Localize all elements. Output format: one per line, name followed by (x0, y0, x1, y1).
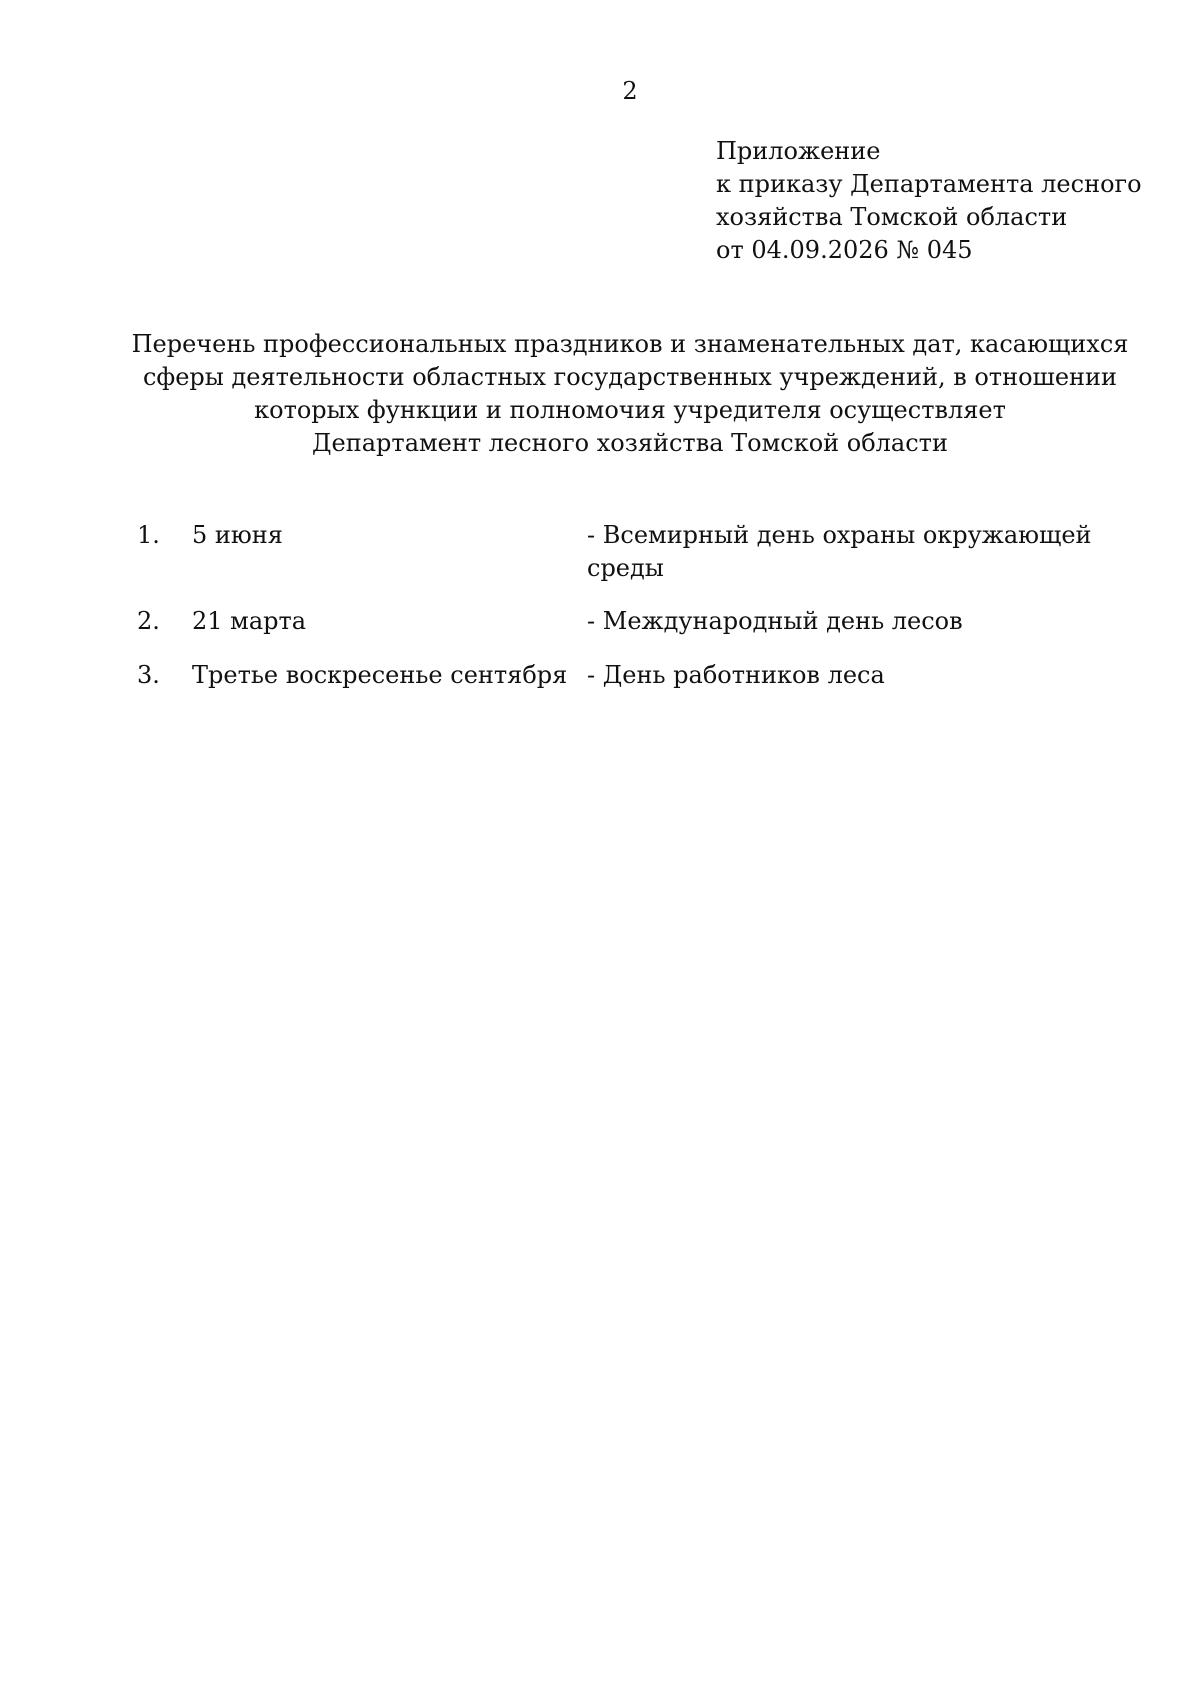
document-title (100, 328, 1160, 460)
appendix-line: Приложение (716, 137, 881, 165)
holiday-number: 3. (137, 661, 160, 689)
holiday-date: 5 июня (192, 521, 283, 549)
holiday-list (0, 519, 1200, 713)
title-line: Перечень профессиональных праздников и знаменательных дат, касающихся (131, 330, 1129, 358)
appendix-line: хозяйства Томской области (716, 203, 1068, 231)
holiday-description: - Всемирный день охраны окружающей среды (587, 521, 1092, 582)
appendix-order-date: от 04.09.2026 № 045 (716, 236, 973, 264)
appendix-header (716, 135, 1142, 267)
holiday-row (0, 605, 1200, 659)
holiday-number: 1. (137, 521, 160, 549)
holiday-row (0, 519, 1200, 605)
page-number: 2 (622, 77, 638, 105)
holiday-description: - День работников леса (587, 661, 885, 689)
holiday-date: 21 марта (192, 607, 307, 635)
holiday-description: - Международный день лесов (587, 607, 963, 635)
holiday-number: 2. (137, 607, 160, 635)
holiday-date: Третье воскресенье сентября (192, 661, 568, 689)
title-line: Департамент лесного хозяйства Томской области (312, 429, 948, 457)
title-line: которых функции и полномочия учредителя осуществляет (254, 396, 1006, 424)
title-line: сферы деятельности областных государственных учреждений, в отношении (142, 363, 1118, 391)
holiday-row (0, 659, 1200, 713)
appendix-line: к приказу Департамента лесного (716, 170, 1142, 198)
